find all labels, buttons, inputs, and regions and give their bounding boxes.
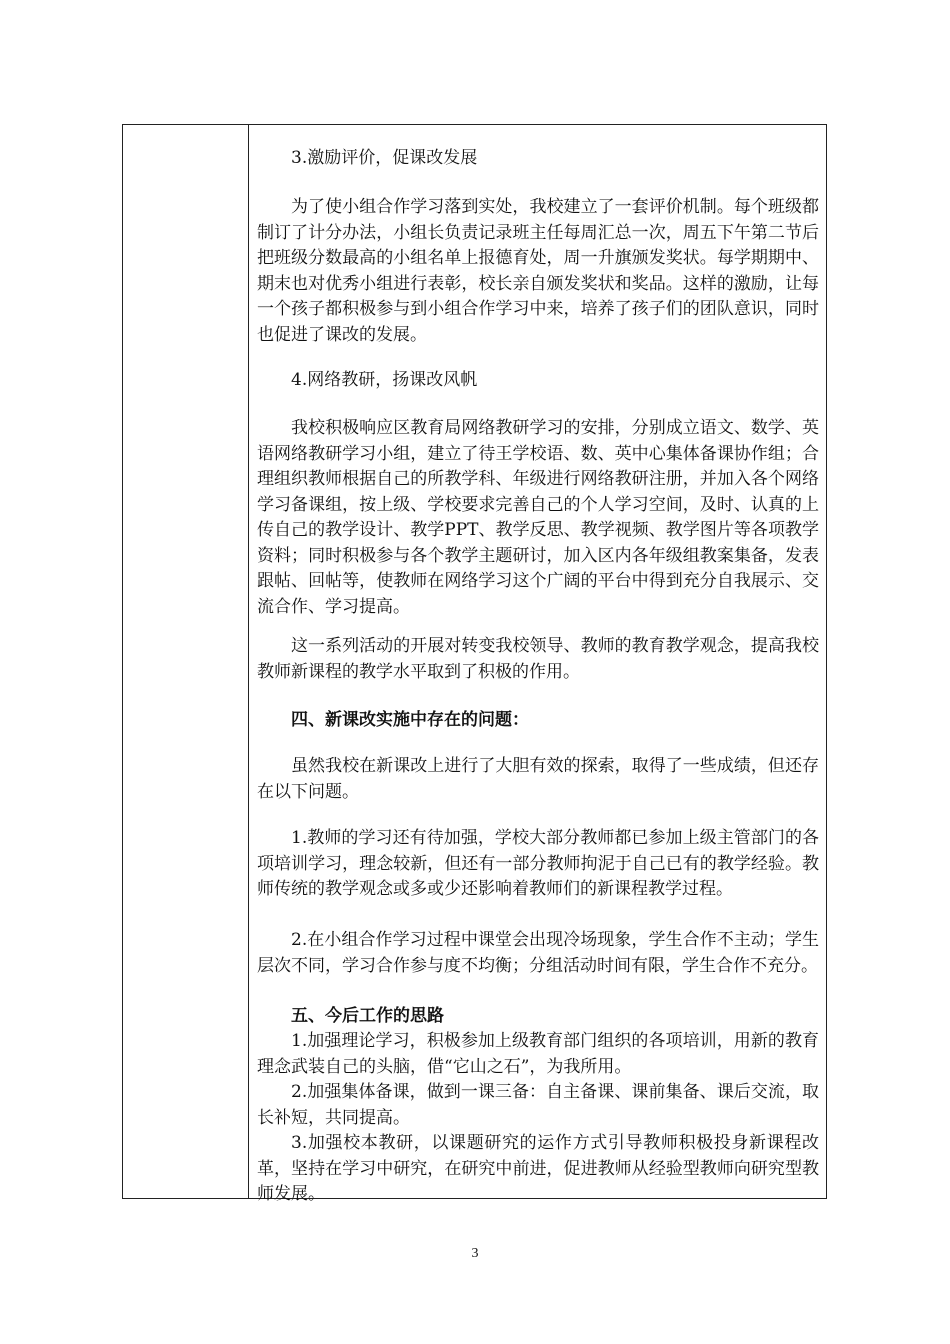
paragraph-problems-intro: 虽然我校在新课改上进行了大胆有效的探索，取得了一些成绩，但还存在以下问题。 (257, 756, 819, 802)
page-number: 3 (471, 1246, 479, 1261)
paragraph-evaluation-mechanism: 为了使小组合作学习落到实处，我校建立了一套评价机制。每个班级都制订了计分办法，小组长负责记录班主任每周汇总一次，周五下午第二节后把班级分数最高的小组名单上报德育处，周一升旗颁发奖状。每学期期中、期末也对优秀小组进行表彰，校长亲自颁发奖状和奖品。这样的激励，让每一个孩子都积极参与到小组合作学习中来，培养了孩子们的团队意识，同时也促进了课改的发展。 (257, 197, 819, 345)
problem-item-1: 1.教师的学习还有待加强，学校大部分教师都已参加上级主管部门的各项培训学习，理念较新，但还有一部分教师拘泥于自己已有的教学经验。教师传统的教学观念或多或少还影响着教师们的新课程教学过程。 (257, 828, 819, 899)
plan-item-2: 2.加强集体备课，做到一课三备：自主备课、课前集备、课后交流，取长补短，共同提高。 (257, 1082, 819, 1128)
paragraph-activities-effect: 这一系列活动的开展对转变我校领导、教师的教育教学观念，提高我校教师新课程的教学水平取到了积极的作用。 (257, 636, 819, 682)
problem-item-2: 2.在小组合作学习过程中课堂会出现冷场现象，学生合作不主动；学生层次不同，学习合作参与度不均衡；分组活动时间有限，学生合作不充分。 (257, 930, 819, 976)
plan-item-3: 3.加强校本教研，以课题研究的运作方式引导教师积极投身新课程改革，坚持在学习中研究，在研究中前进，促进教师从经验型教师向研究型教师发展。 (257, 1133, 819, 1204)
plan-item-1: 1.加强理论学习，积极参加上级教育部门组织的各项培训，用新的教育理念武装自己的头脑，借“它山之石”，为我所用。 (257, 1031, 819, 1077)
table-left-cell (123, 125, 249, 1198)
heading-network-research: 4.网络教研，扬课改风帆 (291, 370, 478, 390)
heading-section-five: 五、今后工作的思路 (291, 1006, 444, 1026)
heading-section-four: 四、新课改实施中存在的问题： (291, 710, 529, 730)
paragraph-network-research: 我校积极响应区教育局网络教研学习的安排，分别成立语文、数学、英语网络教研学习小组，建立了待王学校语、数、英中心集体备课协作组；合理组织教师根据自己的所教学科、年级进行网络教研注册，并加入各个网络学习备课组，按上级、学校要求完善自己的个人学习空间，及时、认真的上传自己的教学设计、教学PPT、教学反思、教学视频、教学图片等各项教学资料；同时积极参与各个教学主题研讨，加入区内各年级组教案集备，发表跟帖、回帖等，使教师在网络学习这个广阔的平台中得到充分自我展示、交流合作、学习提高。 (257, 418, 819, 617)
heading-incentive-evaluation: 3.激励评价，促课改发展 (291, 148, 478, 168)
